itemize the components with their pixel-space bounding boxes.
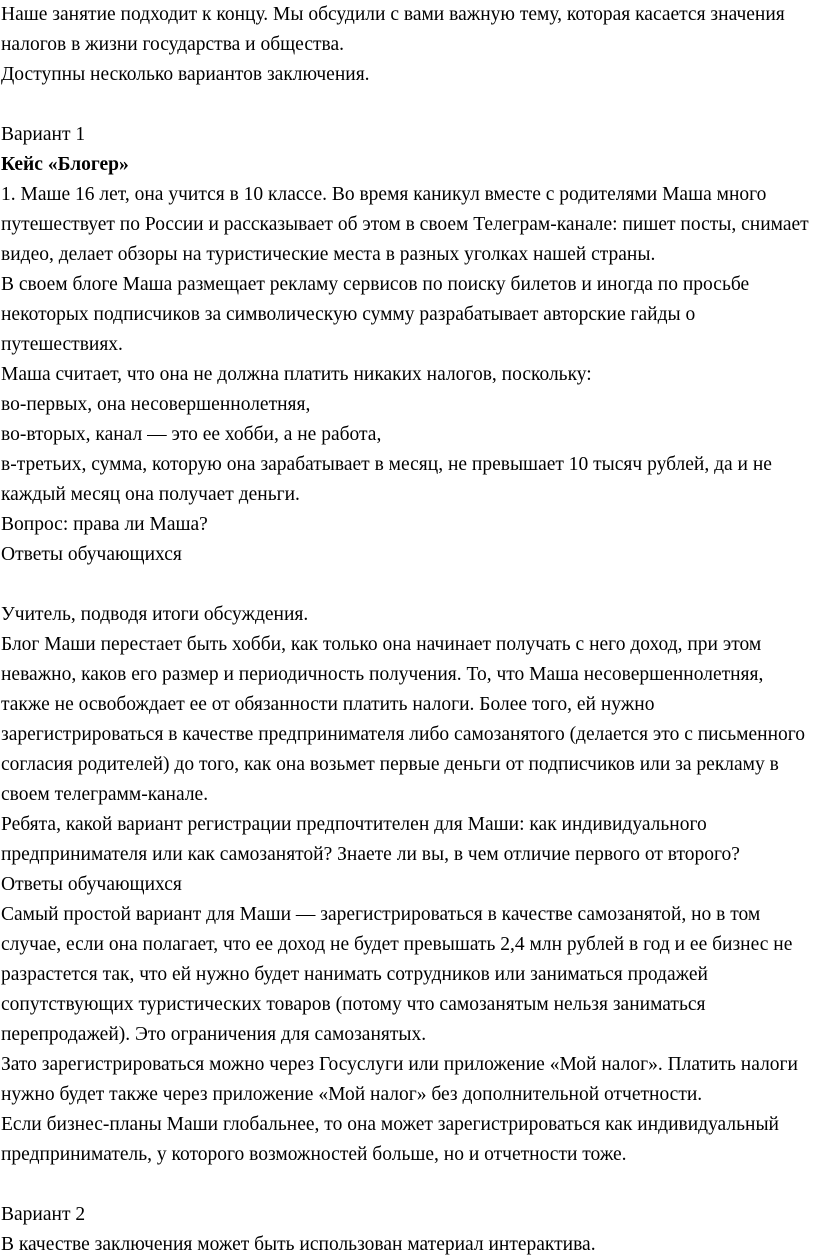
- intro-paragraph: Наше занятие подходит к концу. Мы обсудили с вами важную тему, которая касается значения налогов в жизни государства и общества.: [1, 4, 785, 55]
- variant-2-heading: Вариант 2: [1, 1204, 86, 1225]
- summary-paragraph: Ребята, какой вариант регистрации предпочтителен для Маши: как индивидуального предпринимателя или как самозанятой? Знаете ли вы, в чем отличие первого от второго?: [1, 814, 740, 865]
- variant-1-heading: Вариант 1: [1, 124, 86, 145]
- case-list-item: во-первых, она несовершеннолетняя,: [1, 394, 311, 415]
- case-list-item: в-третьих, сумма, которую она зарабатывает в месяц, не превышает 10 тысяч рублей, да и не каждый месяц она получает деньги.: [1, 454, 772, 505]
- students-answers-label: Ответы обучающихся: [1, 874, 182, 895]
- summary-paragraph: Самый простой вариант для Маши — зарегистрироваться в качестве самозанятой, но в том случае, если она полагает, что ее доход не будет превышать 2,4 млн рублей в год и ее бизнес не разрастется так, что ей нужно будет нанимать сотрудников или заниматься продажей сопутствующих туристических товаров (потому что самозанятым нельзя заниматься перепродажей). Это ограничения для самозанятых.: [1, 904, 793, 1045]
- summary-paragraph: Зато зарегистрироваться можно через Госуслуги или приложение «Мой налог». Платить налоги нужно будет также через приложение «Мой налог» без дополнительной отчетности.: [1, 1054, 798, 1105]
- summary-paragraph: Если бизнес-планы Маши глобальнее, то она может зарегистрироваться как индивидуальный предприниматель, у которого возможностей больше, но и отчетности тоже.: [1, 1114, 779, 1165]
- students-answers-label: Ответы обучающихся: [1, 544, 182, 565]
- intro-options-paragraph: Доступны несколько вариантов заключения.: [1, 64, 370, 85]
- variant-2-paragraph: В качестве заключения может быть использован материал интерактива.: [1, 1234, 596, 1255]
- case-list-item: во-вторых, канал — это ее хобби, а не работа,: [1, 424, 382, 445]
- case-paragraph: 1. Маше 16 лет, она учится в 10 классе. Во время каникул вместе с родителями Маша много путешествует по России и рассказывает об этом в своем Телеграм-канале: пишет посты, снимает видео, делает обзоры на туристические места в разных уголках нашей страны.: [1, 184, 809, 265]
- summary-paragraph: Блог Маши перестает быть хобби, как только она начинает получать с него доход, при этом неважно, каков его размер и периодичность получения. То, что Маша несовершеннолетняя, также не освобождает ее от обязанности платить налоги. Более того, ей нужно зарегистрироваться в качестве предпринимателя либо самозанятого (делается это с письменного согласия родителей) до того, как она возьмет первые деньги от подписчиков или за рекламу в своем телеграмм-канале.: [1, 634, 806, 805]
- case-paragraph: Маша считает, что она не должна платить никаких налогов, поскольку:: [1, 364, 592, 385]
- case-paragraph: В своем блоге Маша размещает рекламу сервисов по поиску билетов и иногда по просьбе некоторых подписчиков за символическую сумму разрабатывает авторские гайды о путешествиях.: [1, 274, 750, 355]
- spacer: [1, 90, 809, 120]
- case-title: Кейс «Блогер»: [1, 154, 129, 175]
- spacer: [1, 1170, 809, 1200]
- case-question: Вопрос: права ли Маша?: [1, 514, 208, 535]
- spacer: [1, 570, 809, 600]
- summary-paragraph: Учитель, подводя итоги обсуждения.: [1, 604, 309, 625]
